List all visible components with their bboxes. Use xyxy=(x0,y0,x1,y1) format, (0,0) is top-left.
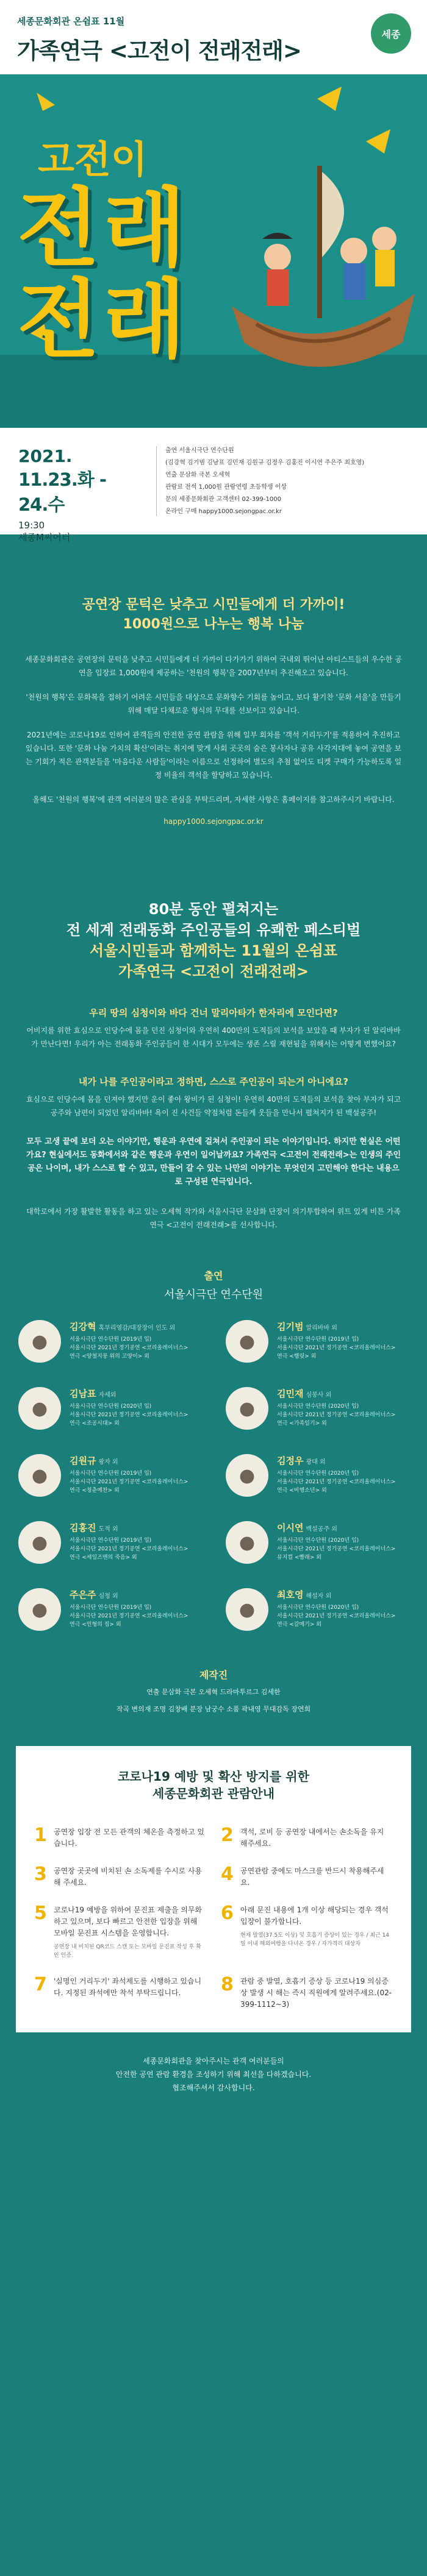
event-info xyxy=(0,428,427,543)
portrait-icon: ● xyxy=(226,1320,268,1363)
page-title: 가족연극 <고전이 전래전래> xyxy=(17,38,301,64)
member-history xyxy=(277,1469,395,1495)
history-line: 연극 <비행소년> 외 xyxy=(277,1488,327,1494)
member-role: 알리바바 외 xyxy=(306,1325,337,1332)
history-line: 연극 <양철지붕 위의 고양이> 외 xyxy=(70,1354,149,1360)
cast-member xyxy=(226,1387,409,1430)
history-line: 서울시극단 2021년 정기공연 <코리올레이너스> xyxy=(70,1546,188,1552)
member-name: 김기범 xyxy=(277,1321,304,1332)
portrait-icon: ● xyxy=(226,1454,268,1497)
member-name: 김원규 xyxy=(70,1455,96,1466)
intro-body xyxy=(24,653,403,806)
covid-rule xyxy=(34,1904,206,1960)
cast-member xyxy=(226,1521,409,1564)
covid-rule xyxy=(34,1976,206,2010)
event-year: 2021. xyxy=(18,446,73,466)
history-line: 서울시극단 연수단원 (2019년 입) xyxy=(70,1336,152,1343)
history-line: 서울시극단 2021년 정기공연 <코리올레이너스> xyxy=(70,1345,188,1351)
credit-line: (김강혁 김기범 김남표 김민재 김원규 김정우 김홍진 이시연 주은주 최호영) xyxy=(165,459,365,466)
portrait-icon: ● xyxy=(18,1387,61,1430)
cast-member xyxy=(226,1454,409,1497)
member-role: 백설공주 외 xyxy=(306,1526,337,1533)
member-name: 최호영 xyxy=(277,1589,304,1600)
cast-member xyxy=(18,1521,201,1564)
rule-text: 코로나19 예방을 위하여 문진표 제출을 의무화하고 있으며, 보다 빠르고 안전한 입장을 위해 모바일 문진표 시스템을 운영합니다. xyxy=(54,1906,202,1937)
portrait-icon: ● xyxy=(226,1588,268,1631)
history-line: 연극 <청춘예찬> 외 xyxy=(70,1488,120,1494)
production-heading: 제작진 xyxy=(199,1669,228,1681)
rule-text: 공연장 곳곳에 비치된 손 소독제를 수시로 사용해 주세요. xyxy=(54,1867,203,1887)
history-line: 서울시극단 연수단원 (2020년 입) xyxy=(70,1403,152,1410)
covid-rule xyxy=(221,1976,393,2010)
covid-heading-1: 코로나19 예방 및 확산 방지를 위한 xyxy=(118,1769,309,1784)
credit-line: 관람료 전석 1,000원 관람연령 초등학생 이상 xyxy=(165,484,287,491)
history-line: 연극 <갈매기> 외 xyxy=(277,1622,321,1628)
rule-number: 3 xyxy=(34,1864,47,1885)
member-role: 왕자 외 xyxy=(98,1459,118,1466)
poster-title-line2: 전래 xyxy=(17,179,190,279)
header xyxy=(0,0,427,74)
intro-paragraph: '천원의 행복'은 문화복을 접하기 어려운 시민들을 대상으로 문화향수 기회를 높이고, 보다 활기찬 '문화 서울'을 만들기 위해 매달 다채로운 형식의 무대를 선보이고 있습니다. xyxy=(26,693,401,715)
footer xyxy=(0,2032,427,2125)
cast-member xyxy=(18,1454,201,1497)
member-name: 김홍진 xyxy=(70,1522,96,1533)
intro-heading: 공연장 문턱은 낮추고 시민들에게 더 가까이! xyxy=(82,597,345,612)
rule-text: 관람 중 발열, 호흡기 증상 등 코로나19 의심증상 발생 시 해는 즉시 직원에게 알려주세요.(02-399-1112~3) xyxy=(240,1977,392,2009)
cast-member xyxy=(18,1588,201,1631)
production-section xyxy=(0,1643,427,1746)
covid-rules xyxy=(34,1826,393,2010)
poster-lettering xyxy=(17,129,190,370)
festival-question-2: 내가 나를 주인공이라고 정하면, 스스로 주인공이 되는거 아니에요? xyxy=(78,1076,349,1087)
credit-line: 출연 서울시극단 연수단원 xyxy=(165,447,234,454)
festival-body-2: 효심으로 인당수에 몸을 던져야 했지만 운이 좋아 왕비가 된 심청이! 우연히 40만의 도적들의 보석을 찾아 부자가 되고 공주와 남편이 되었던 알리바바! 욕이 진 사건들 약점처럼 돈들게 웃들을 만나서 펼쳐지가 된 백설공주! xyxy=(26,1095,401,1117)
cast-member xyxy=(226,1320,409,1363)
cast-member xyxy=(226,1588,409,1631)
intro-paragraph: 올해도 '천원의 행복'에 관객 여러분의 많은 관심을 부탁드리며, 자세한 사항은 홈페이지를 참고하주시기 바랍니다. xyxy=(32,795,395,804)
portrait-icon: ● xyxy=(18,1454,61,1497)
festival-heading-2: 전 세계 전래동화 주인공들의 유쾌한 페스티벌 xyxy=(66,921,361,939)
brand-logo: 세종 xyxy=(371,13,411,54)
rule-number: 4 xyxy=(221,1864,234,1885)
cast-group: 서울시극단 연수단원 xyxy=(163,1288,264,1301)
history-line: 서울시극단 2021년 정기공연 <코리올레이너스> xyxy=(277,1345,396,1351)
history-line: 서울시극단 2021년 정기공연 <코리올레이너스> xyxy=(70,1613,188,1619)
member-role: 해설자 외 xyxy=(306,1593,332,1600)
rule-text: '실명인 거리두기' 좌석제도를 시행하고 있습니다. 지정된 좌석에만 착석 부탁드립니다. xyxy=(54,1977,202,1997)
member-history xyxy=(70,1335,188,1361)
member-role: 혹부리영감/대장장이 인도 외 xyxy=(98,1325,176,1332)
covid-notice xyxy=(16,1746,411,2032)
member-name: 김강혁 xyxy=(70,1321,96,1332)
intro-paragraph: 세종문화회관은 공연장의 문턱을 낮추고 시민들에게 더 가까이 다가가기 위하여 국내외 뛰어난 아티스트들의 우수한 공연을 입장료 1,000원에 제공하는 '천원의 행복'을 2007년부터 추진해오고 있습니다. xyxy=(25,655,402,677)
credit-line: 온라인 구매 happy1000.sejongpac.or.kr xyxy=(165,508,282,515)
festival-question-1: 우리 땅의 심청이와 바다 건너 말리아타가 한자리에 모인다면? xyxy=(89,1007,338,1018)
rule-text: 공연장 입장 전 모든 관객의 체온을 측정하고 있습니다. xyxy=(54,1828,204,1848)
event-date-block xyxy=(18,446,140,543)
history-line: 연극 <세일즈맨의 죽음> 외 xyxy=(70,1555,137,1561)
covid-rule xyxy=(34,1826,206,1850)
history-line: 연극 <조공시대> 외 xyxy=(70,1421,120,1427)
homepage-link[interactable]: happy1000.sejongpac.or.kr xyxy=(163,817,264,826)
poster-title-line1: 고전이 xyxy=(38,137,148,182)
event-dates: 11.23.화 - 24.수 xyxy=(18,469,106,515)
intro-subheading: 1000원으로 나누는 행복 나눔 xyxy=(123,617,304,632)
member-history xyxy=(277,1402,395,1428)
member-role: 도적 외 xyxy=(98,1526,118,1533)
member-name: 김민재 xyxy=(277,1388,304,1399)
festival-heading-1: 80분 동안 펼쳐지는 xyxy=(148,901,279,918)
rule-subtext: 현재 발열(37.5도 이상) 및 호흡기 증상이 있는 경우 / 최근 14일 이내 해외여행을 다녀온 경우 / 자가격리 대상자 xyxy=(240,1932,390,1947)
member-name: 이시연 xyxy=(277,1522,304,1533)
event-venue: 세종M씨어터 xyxy=(18,532,71,543)
footer-line: 안전한 공연 관람 환경을 조성하기 위해 최선을 다하겠습니다. xyxy=(115,2070,312,2079)
cast-member xyxy=(18,1320,201,1363)
member-history xyxy=(70,1603,188,1629)
covid-rule xyxy=(221,1865,393,1889)
intro-paragraph: 2021년에는 코로나19로 인하여 관객들의 안전한 공연 관람을 위해 일부 회차를 '객석 거리두기'를 적용하여 추진하고 있습니다. 또한 '문화 나눔 가치의 확산'이라는 취지에 맞게 사회 곳곳의 숨은 봉사자나 공유 사각지대에 놓여 공연을 보는 기회가 적은 관객분들을 '마음다운 사람들'이라는 이름으로 선정하여 별도의 추첨 없이도 티켓 구매가 가능하도록 일정 비율의 객석을 할당하고 있습니다. xyxy=(25,731,402,779)
member-name: 주은주 xyxy=(70,1589,96,1600)
rule-number: 2 xyxy=(221,1825,234,1846)
member-role: 심청 외 xyxy=(98,1593,118,1600)
member-history xyxy=(70,1402,188,1428)
covid-heading-2: 세종문화회관 관람안내 xyxy=(152,1786,275,1801)
event-time: 19:30 xyxy=(18,520,45,531)
footer-line: 세종문화회관을 찾아주시는 관객 여러분들의 xyxy=(143,2057,284,2065)
member-role: 자세외 xyxy=(98,1392,117,1399)
history-line: 서울시극단 2021년 정기공연 <코리올레이너스> xyxy=(277,1412,396,1418)
rule-text: 객석, 로비 등 공연장 내에서는 손소독을 유지 해주세요. xyxy=(240,1828,384,1848)
history-line: 연극 <인형의 집> 외 xyxy=(70,1622,121,1628)
festival-body-3: 모두 고생 끝에 보더 오는 이야기만, 행운과 우연에 걸쳐서 주인공이 되는 이야기입니다. 하지만 현실은 어떤가요? 현실에서도 동화에서와 같은 행운과 우연이 일어날까요? 가족연극 <고전이 전래전래>는 인생의 주인공은 나이며, 내가 스스로 할 수 있고, 만들어 갈 수 있는 나만의 이야기는 무엇인지 고민해야 한다는 내용으로 구성된 연극입니다. xyxy=(26,1137,401,1187)
history-line: 서울시극단 연수단원 (2020년 입) xyxy=(277,1605,359,1611)
member-role: 심봉사 외 xyxy=(306,1392,332,1399)
rule-text: 공연관람 중에도 마스크를 반드시 착용해주세요. xyxy=(240,1867,384,1887)
covid-rule xyxy=(221,1826,393,1850)
member-name: 김남표 xyxy=(70,1388,96,1399)
member-name: 김정우 xyxy=(277,1455,304,1466)
rule-number: 6 xyxy=(221,1903,234,1924)
history-line: 서울시극단 2021년 정기공연 <코리올레이너스> xyxy=(70,1479,188,1485)
member-history xyxy=(277,1335,395,1361)
covid-rule xyxy=(221,1904,393,1960)
history-line: 연극 <햄릿> 외 xyxy=(277,1354,317,1360)
festival-body-4: 대학로에서 가장 활발한 활동을 하고 있는 오세혁 작가와 서울시극단 문삼화 단장이 의기투합하여 위트 있게 비튼 가족연극 <고전이 전래전래>를 선사합니다. xyxy=(26,1207,401,1229)
festival-section xyxy=(0,856,427,1244)
member-history xyxy=(70,1536,188,1562)
festival-heading-4: 가족연극 <고전이 전래전래> xyxy=(118,963,309,980)
festival-body-1: 어비지를 위한 효심으로 인당수에 몸을 던진 심청이와 우연히 400만의 도적들의 보석을 보았을 때 부자가 된 알리바바가 만난다면! 우리가 아는 전래동화 주인공들이 한 시대가 모두에는 생존 스릴 재현됨을 위해서는 어떻게 변했어요? xyxy=(26,1026,401,1048)
event-credits xyxy=(156,446,409,516)
history-line: 서울시극단 2021년 정기공연 <코리올레이너스> xyxy=(277,1613,396,1619)
rule-subtext: 공연장 내 비치된 QR코드 스캔 또는 모바일 문진표 작성 후 확인 인증 xyxy=(54,1944,201,1959)
history-line: 서울시극단 2021년 정기공연 <코리올레이너스> xyxy=(70,1412,188,1418)
festival-heading-3: 서울시민들과 함께하는 11월의 온쉼표 xyxy=(89,942,338,959)
history-line: 서울시극단 연수단원 (2020년 입) xyxy=(277,1471,359,1477)
history-line: 서울시극단 연수단원 (2019년 입) xyxy=(70,1471,152,1477)
member-history xyxy=(277,1603,395,1629)
credit-line: 문의 세종문화회관 고객센터 02-399-1000 xyxy=(165,496,281,503)
portrait-icon: ● xyxy=(18,1521,61,1564)
member-role: 광대 외 xyxy=(306,1459,326,1466)
history-line: 서울시극단 연수단원 (2019년 입) xyxy=(70,1605,152,1611)
member-history xyxy=(70,1469,188,1495)
header-subtitle: 세종문화회관 온쉼표 11월 xyxy=(17,16,125,27)
portrait-icon: ● xyxy=(226,1387,268,1430)
rule-number: 7 xyxy=(34,1974,47,1995)
portrait-icon: ● xyxy=(226,1521,268,1564)
history-line: 뮤지컬 <빨래> 외 xyxy=(277,1555,321,1561)
member-history xyxy=(277,1536,395,1562)
portrait-icon: ● xyxy=(18,1588,61,1631)
footer-line: 협조해주셔서 감사합니다. xyxy=(172,2084,255,2092)
credit-line: 연출 문삼화 극본 오세혁 xyxy=(165,472,231,478)
poster-title-line3: 전래 xyxy=(17,271,190,370)
rule-number: 1 xyxy=(34,1825,47,1846)
history-line: 서울시극단 연수단원 (2020년 입) xyxy=(277,1403,359,1410)
portrait-icon: ● xyxy=(18,1320,61,1363)
history-line: 서울시극단 2021년 정기공연 <코리올레이너스> xyxy=(277,1479,396,1485)
history-line: 서울시극단 연수단원 (2019년 입) xyxy=(277,1336,359,1343)
production-line: 연출 문삼화 극본 오세혁 드라마투르그 김세한 xyxy=(146,1688,281,1696)
rule-text: 아래 문진 내용에 1개 이상 해당되는 경우 객석입장이 불가합니다. xyxy=(240,1906,389,1926)
history-line: 연극 <가족일기> 외 xyxy=(277,1421,327,1427)
rule-number: 8 xyxy=(221,1974,234,1995)
poster xyxy=(0,74,427,428)
cast-member xyxy=(18,1387,201,1430)
cast-grid xyxy=(18,1320,409,1631)
rule-number: 5 xyxy=(34,1903,47,1924)
history-line: 서울시극단 연수단원 (2019년 입) xyxy=(70,1538,152,1544)
cast-section xyxy=(0,1244,427,1643)
covid-rule xyxy=(34,1865,206,1889)
cast-heading: 출연 xyxy=(204,1270,223,1282)
production-line: 작곡 변의재 조명 김창배 분장 남궁수 소품 곽내영 무대감독 장연희 xyxy=(116,1705,311,1713)
history-line: 서울시극단 연수단원 (2020년 입) xyxy=(277,1538,359,1544)
intro-section xyxy=(0,534,427,856)
history-line: 서울시극단 2021년 정기공연 <코리올레이너스> xyxy=(277,1546,396,1552)
